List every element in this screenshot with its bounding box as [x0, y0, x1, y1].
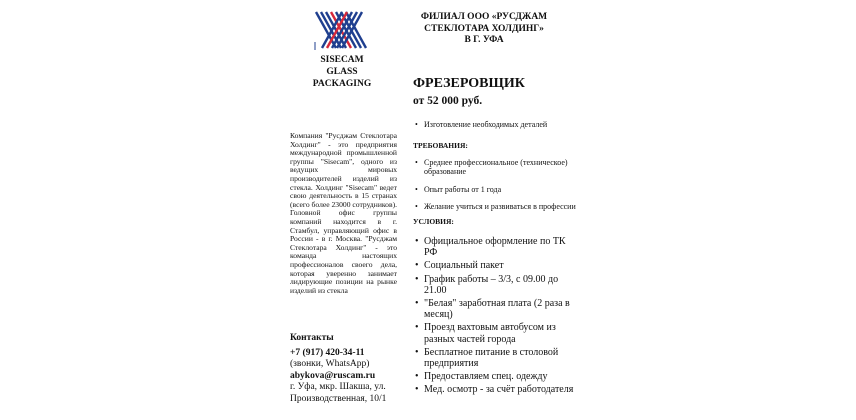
brand-name [290, 54, 394, 90]
contacts-title: Контакты [290, 333, 334, 343]
header-line: В Г. УФА [464, 35, 504, 45]
company-description: Компания "Русджам Стеклотара Холдинг" - это предприятия международной промышленной группы "Sisecam", одного из ведущих мировых производителей изделий из стекла. Холдинг "Sisecam" ведет свою деятельность в 15 странах (всего более 23000 сотрудников). Головной офис группы компаний находится в г. Стамбул, управляющий офис в России - в г. Москва. "Русджам Стеклотара Холдинг" - это команда настоящих профессионалов своего дела, которая уверенно занимает лидирующие позиции на рынке изделий из стекла [290, 131, 397, 295]
header-line: СТЕКЛОТАРА ХОЛДИНГ» [424, 23, 544, 34]
email-link[interactable]: abykova@ruscam.ru [290, 370, 376, 381]
requirements-list [413, 158, 578, 212]
brand-line: GLASS [326, 67, 358, 77]
list-item: • Социальный пакет [413, 260, 578, 271]
list-item: • Мед. осмотр - за счёт работодателя [413, 384, 578, 395]
company-header [404, 12, 564, 47]
address-line: Производственная, 10/1 [290, 393, 387, 404]
list-item: • Желание учиться и развиваться в профессии [413, 202, 578, 212]
list-item: • "Белая" заработная плата (2 раза в месяц) [413, 298, 578, 320]
brand-line: PACKAGING [312, 79, 372, 89]
requirements-title: ТРЕБОВАНИЯ: [413, 140, 468, 150]
duties-list [413, 120, 578, 130]
phone-number[interactable]: +7 (917) 420-34-11 [290, 348, 365, 358]
conditions-list [413, 236, 578, 396]
list-item: • Среднее профессиональное (техническое) образование [413, 158, 578, 177]
list-item: • Официальное оформление по ТК РФ [413, 236, 578, 258]
phone-note: (звонки, WhatsApp) [290, 359, 370, 370]
contacts-block [290, 348, 400, 405]
salary: от 52 000 руб. [413, 95, 483, 107]
list-item: • Опыт работы от 1 года [413, 185, 578, 195]
list-item: • Бесплатное питание в столовой предприятия [413, 347, 578, 369]
list-item: • Изготовление необходимых деталей [413, 120, 578, 130]
vacancy-details [413, 120, 578, 398]
list-item: • График работы – 3/3, с 09.00 до 21.00 [413, 274, 578, 296]
conditions-title: УСЛОВИЯ: [413, 216, 454, 226]
job-title: ФРЕЗЕРОВЩИК [413, 76, 525, 91]
header-line: ФИЛИАЛ ООО «РУСДЖАМ [420, 12, 548, 22]
list-item: • Проезд вахтовым автобусом из разных частей города [413, 322, 578, 344]
brand-line: SISECAM [320, 55, 364, 65]
list-item: • Предоставляем спец. одежду [413, 371, 578, 382]
sisecam-logo-icon [314, 10, 368, 52]
address-line: г. Уфа, мкр. Шакша, ул. [290, 382, 386, 393]
